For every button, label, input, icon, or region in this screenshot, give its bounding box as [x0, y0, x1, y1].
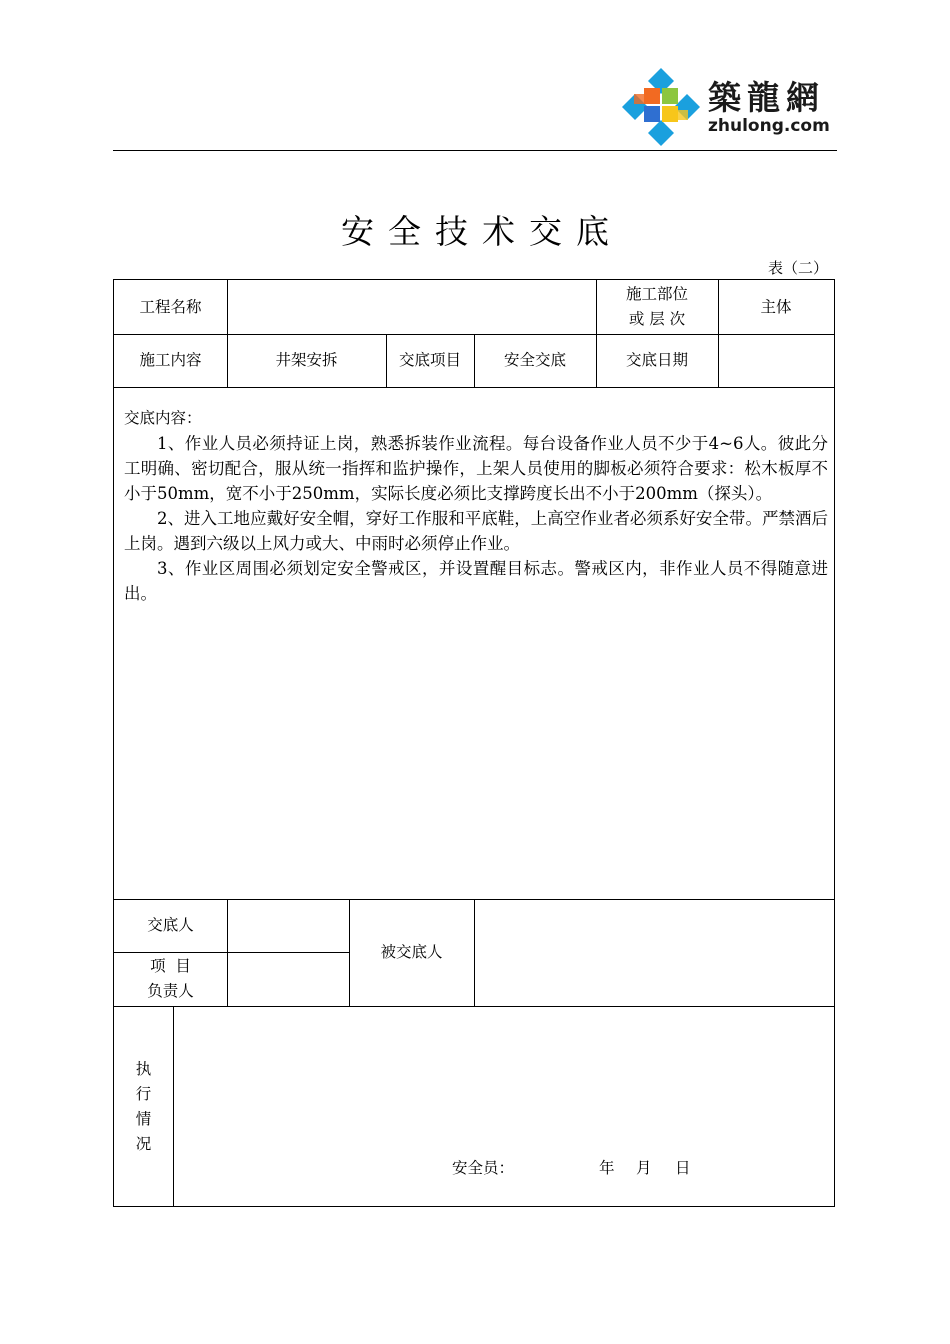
- date-value: [718, 334, 834, 387]
- row-divider: [114, 1006, 834, 1007]
- header-rule: [113, 150, 837, 151]
- manager-label-line1: 项 目: [150, 957, 191, 975]
- logo-name-cn: 築龍網: [708, 78, 825, 117]
- logo-name-en: zhulong.com: [708, 116, 830, 136]
- disclosure-content: [124, 406, 828, 606]
- col-divider: [227, 899, 228, 1006]
- item-value: 安全交底: [503, 351, 566, 369]
- safety-officer-label: 安全员：: [452, 1159, 515, 1177]
- day-label: 日: [675, 1159, 691, 1177]
- col-divider: [474, 899, 475, 1006]
- content-label: 交底内容：: [124, 409, 202, 427]
- month-label: 月: [636, 1159, 652, 1177]
- execution-label-char-1: 执: [135, 1060, 152, 1078]
- execution-label-char-2: 行: [135, 1085, 152, 1103]
- date-label: 交底日期: [625, 351, 688, 369]
- giver-label: 交底人: [147, 916, 194, 934]
- content-paragraph-1: 1、作业人员必须持证上岗，熟悉拆装作业流程。每台设备作业人员不少于4~6人。彼此分工明确、密切配合，服从统一指挥和监护操作，上架人员使用的脚板必须符合要求：松木板厚不小于50mm，宽不小于250mm，实际长度必须比支撑跨度长出不小于200mm（探头）。: [124, 434, 828, 503]
- execution-label-char-3: 情: [135, 1110, 152, 1128]
- location-value: 主体: [760, 297, 792, 316]
- location-label: [596, 280, 718, 334]
- manager-label-line2: 负责人: [147, 982, 194, 1000]
- location-label-line2: 或 层 次: [628, 310, 686, 328]
- logo-mark-icon: [620, 66, 702, 148]
- content-paragraph-3: 3、作业区周围必须划定安全警戒区，并设置醒目标志。警戒区内，非作业人员不得随意进出。: [124, 559, 828, 603]
- year-label: 年: [599, 1159, 615, 1177]
- disclosure-table: [113, 279, 835, 1207]
- execution-label-char-4: 况: [135, 1135, 152, 1153]
- row-divider: [114, 387, 834, 388]
- execution-label: [114, 1008, 173, 1206]
- zhulong-logo: [620, 66, 840, 148]
- receiver-label: 被交底人: [380, 943, 443, 961]
- col-divider: [173, 1006, 174, 1206]
- document-title: 安全技术交底: [341, 212, 623, 251]
- manager-label: [114, 952, 227, 1006]
- table-number: 表（二）: [767, 259, 828, 277]
- work-content-value: 井架安拆: [275, 351, 338, 369]
- location-label-line1: 施工部位: [625, 285, 688, 303]
- work-content-label: 施工内容: [139, 351, 202, 369]
- content-paragraph-2: 2、进入工地应戴好安全帽，穿好工作服和平底鞋，上高空作业者必须系好安全带。严禁酒后上岗。遇到六级以上风力或大、中雨时必须停止作业。: [124, 509, 828, 553]
- project-name-value: [227, 280, 596, 334]
- project-name-label: 工程名称: [139, 297, 202, 316]
- item-label: 交底项目: [398, 351, 461, 369]
